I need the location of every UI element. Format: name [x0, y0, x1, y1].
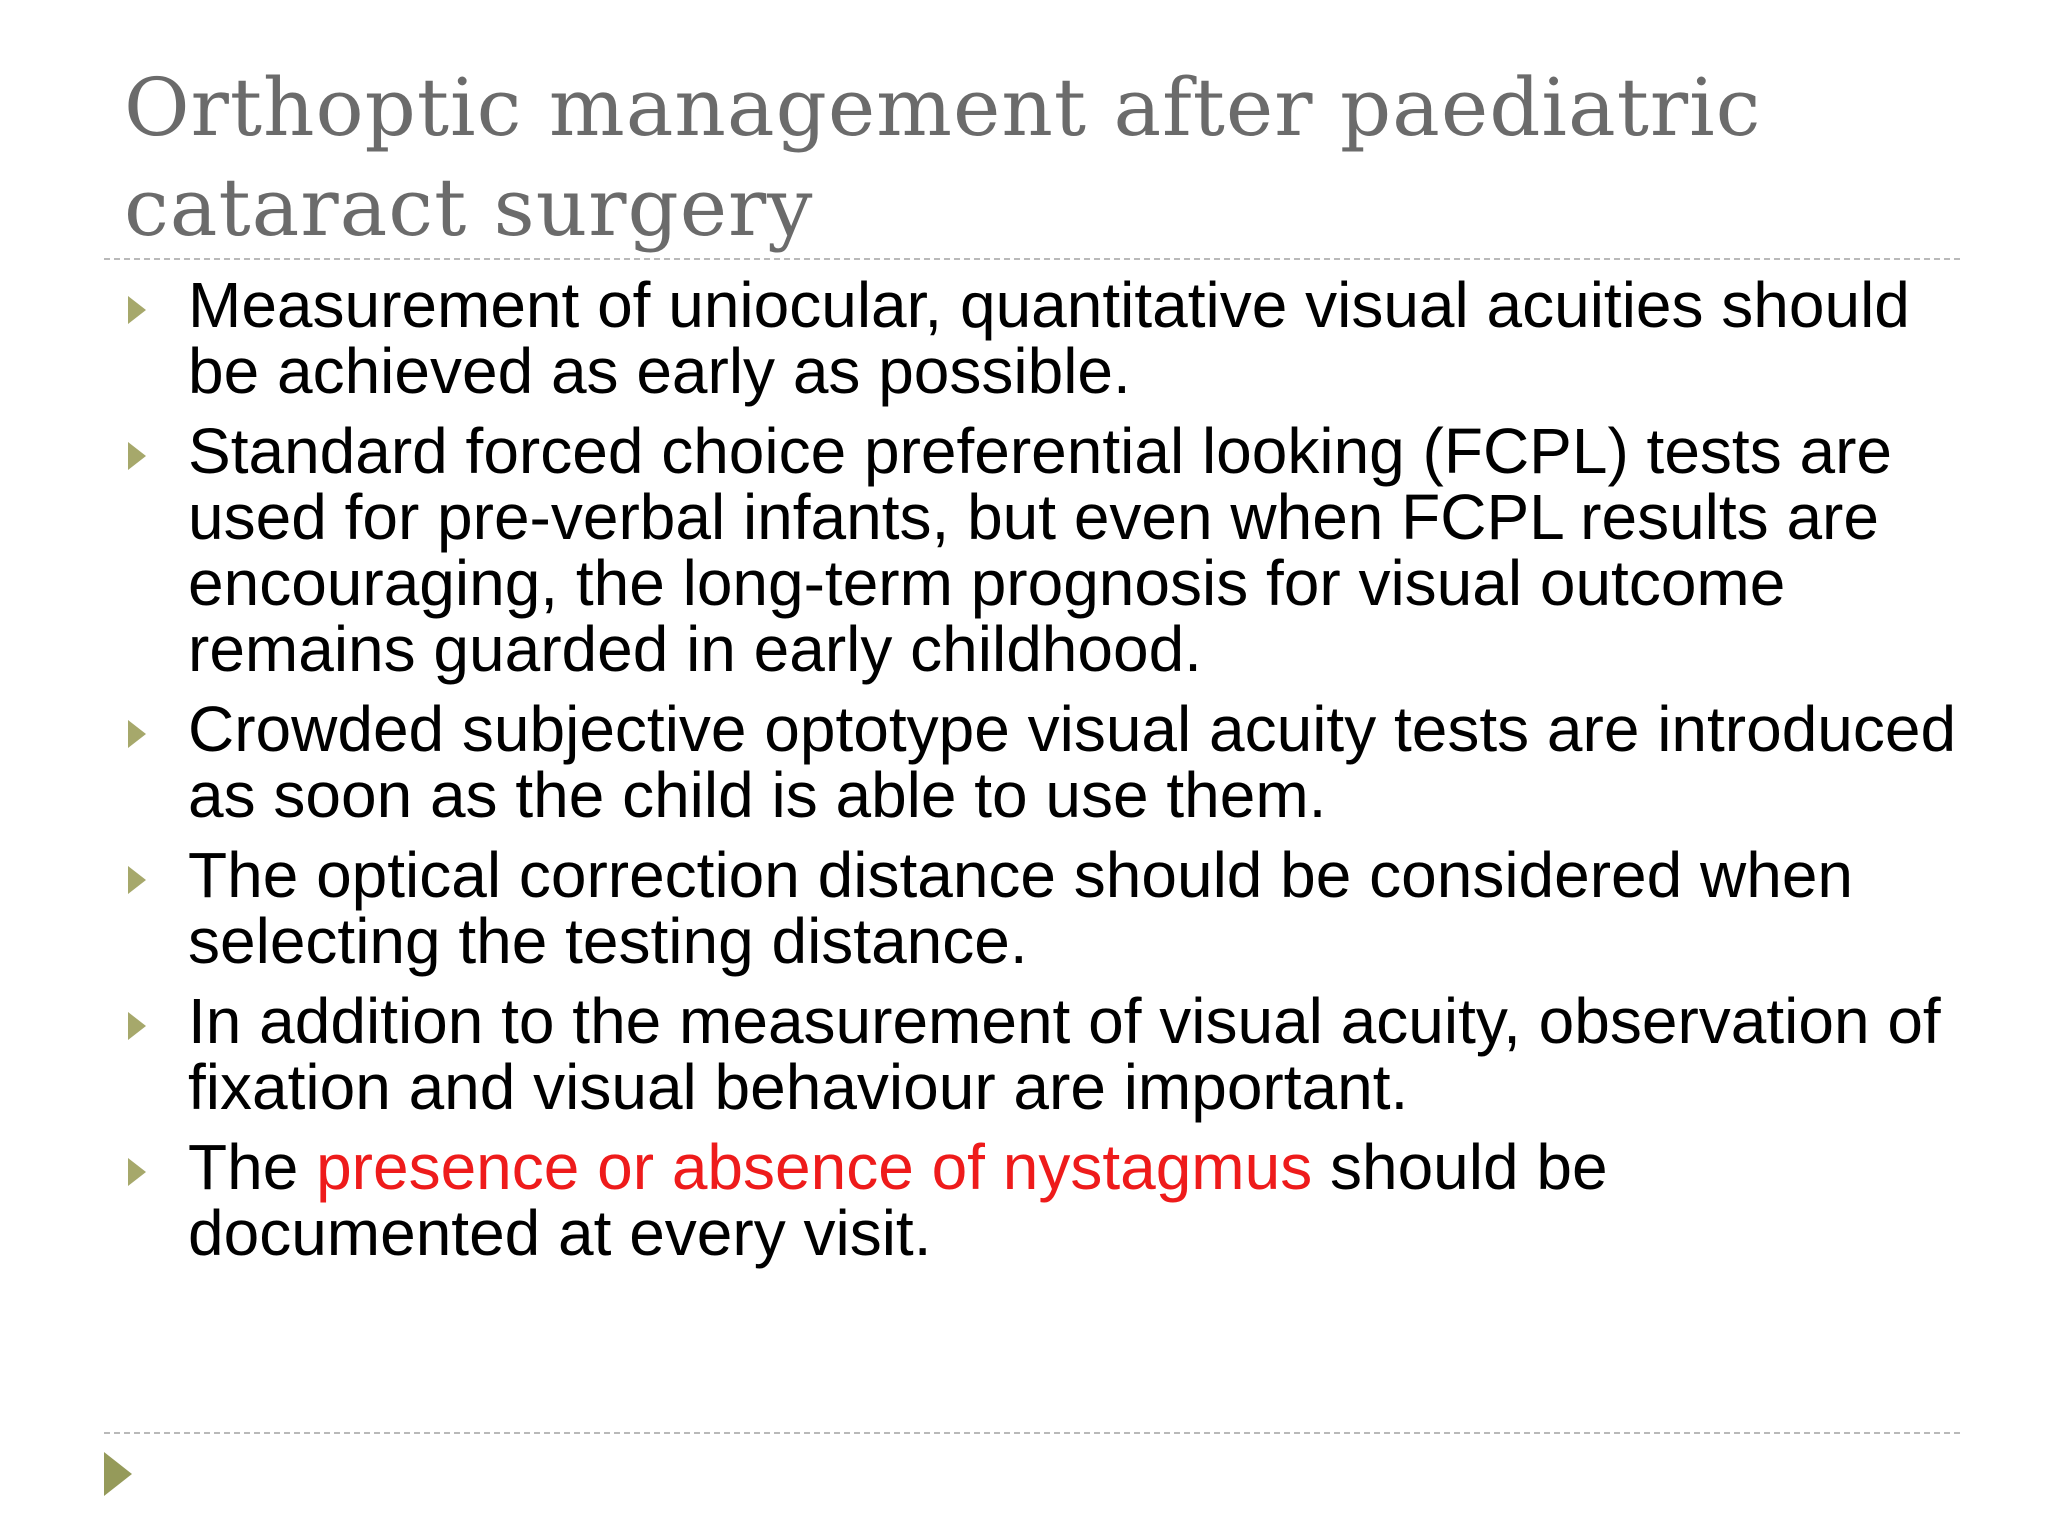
title-divider	[104, 258, 1960, 260]
triangle-right-icon	[128, 1158, 146, 1186]
bullet-item	[120, 839, 1970, 977]
triangle-right-icon	[104, 1452, 132, 1496]
triangle-right-icon	[128, 866, 146, 894]
triangle-right-icon	[128, 296, 146, 324]
slide-content	[120, 272, 1970, 1402]
bullet-text: Standard forced choice preferential looking (FCPL) tests are used for pre-verbal infants, but even when FCPL results are encouraging, the long-term prognosis for visual outcome remains guarded in early childhood.	[188, 415, 1892, 685]
bullet-item	[120, 693, 1970, 831]
bullet-text-end: should be documented at every visit.	[188, 1131, 1608, 1269]
triangle-right-icon	[128, 720, 146, 748]
slide-title-line-1: Orthoptic management after paediatric	[124, 61, 1762, 154]
bullet-text: Measurement of uniocular, quantitative visual acuities should be achieved as early as possible.	[188, 272, 1910, 407]
highlighted-phrase: presence or absence of nystagmus	[316, 1131, 1313, 1203]
footer-divider	[104, 1432, 1960, 1434]
triangle-right-icon	[128, 442, 146, 470]
bullet-item-nystagmus	[120, 1131, 1970, 1269]
slide-title	[124, 58, 1944, 258]
bullet-list	[120, 272, 1970, 1269]
bullet-item	[120, 985, 1970, 1123]
bullet-text-start: The	[188, 1131, 317, 1203]
slide-title-line-2: cataract surgery	[124, 161, 814, 254]
bullet-text	[188, 1131, 1970, 1269]
bullet-text: The optical correction distance should be considered when selecting the testing distance.	[188, 839, 1853, 977]
bullet-item	[120, 415, 1970, 685]
bullet-item	[120, 272, 1970, 407]
bullet-text: Crowded subjective optotype visual acuity tests are introduced as soon as the child is able to use them.	[188, 693, 1957, 831]
bullet-text: In addition to the measurement of visual acuity, observation of fixation and visual behaviour are important.	[188, 985, 1941, 1123]
triangle-right-icon	[128, 1012, 146, 1040]
